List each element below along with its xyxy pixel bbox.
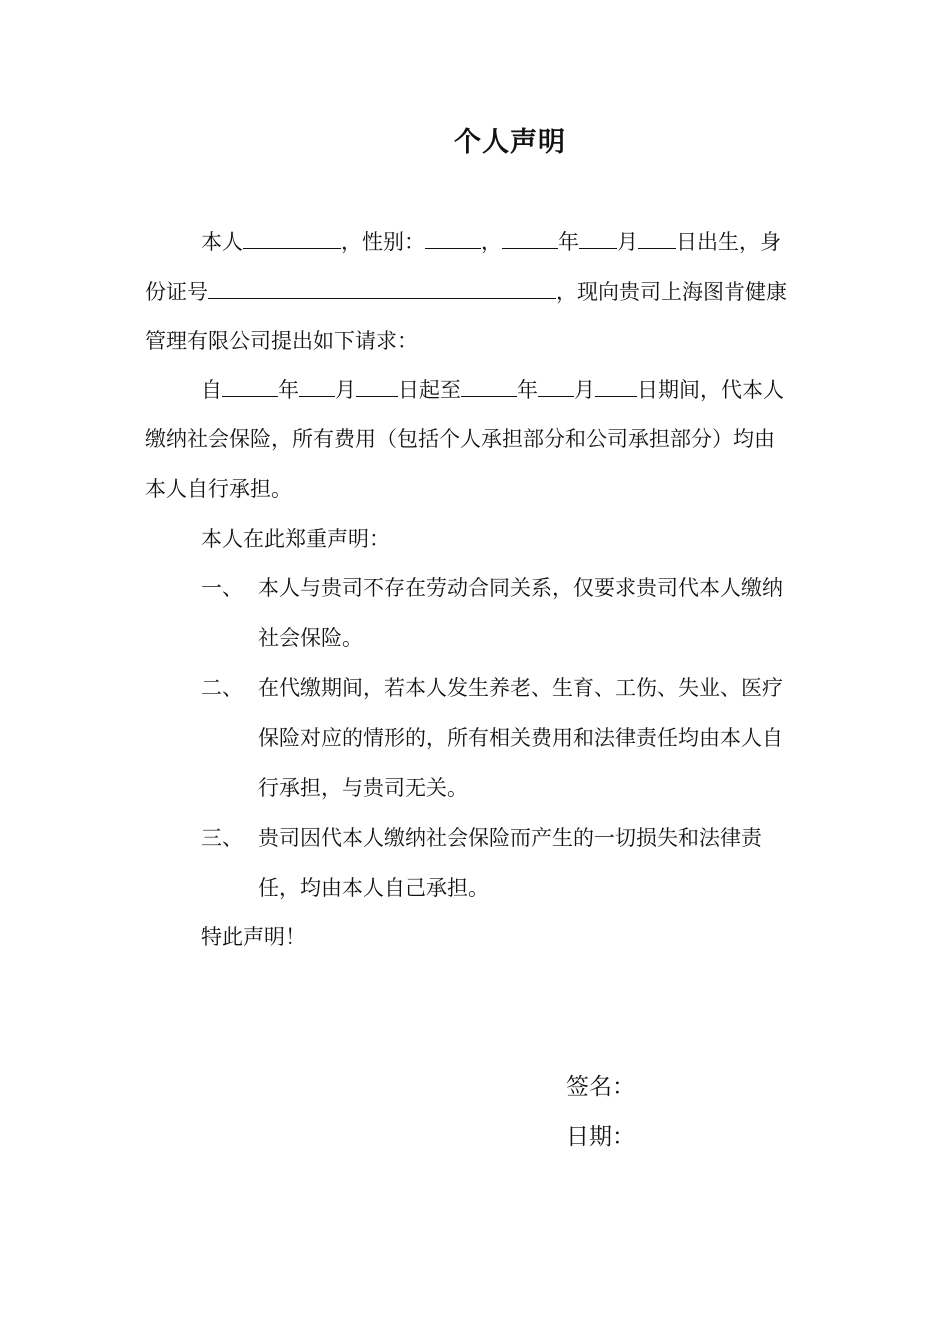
signature-label: 签名： [566, 1074, 635, 1100]
declaration-intro: 本人在此郑重声明： [201, 527, 390, 551]
text: ，现向贵司上海图肯健康 [556, 280, 787, 304]
item-1-line-2: 社会保险。 [258, 626, 363, 650]
birth-year-blank[interactable] [502, 226, 558, 249]
start-month-blank[interactable] [299, 374, 335, 397]
item-2-marker: 二、 [201, 676, 243, 700]
item-3-line-1: 贵司因代本人缴纳社会保险而产生的一切损失和法律责 [258, 826, 762, 850]
gender-blank[interactable] [425, 226, 481, 249]
text: ，性别： [341, 230, 425, 254]
closing-statement: 特此声明！ [201, 925, 306, 949]
end-year-blank[interactable] [461, 374, 517, 397]
birth-month-blank[interactable] [579, 226, 617, 249]
item-2-line-1: 在代缴期间，若本人发生养老、生育、工伤、失业、医疗 [258, 676, 783, 700]
item-1-marker: 一、 [201, 576, 243, 600]
date-label: 日期： [566, 1124, 635, 1150]
text: ， [481, 230, 502, 254]
paragraph-2-line-2: 缴纳社会保险，所有费用（包括个人承担部分和公司承担部分）均由 [145, 427, 775, 451]
end-day-blank[interactable] [595, 374, 637, 397]
document-title: 个人声明 [454, 127, 566, 158]
text: 日期间，代本人 [637, 378, 784, 402]
text: 月 [335, 378, 356, 402]
text: 年 [278, 378, 299, 402]
item-2-line-2: 保险对应的情形的，所有相关费用和法律责任均由本人自 [258, 726, 783, 750]
item-3-line-2: 任，均由本人自己承担。 [258, 876, 489, 900]
birth-day-blank[interactable] [638, 226, 676, 249]
text: 本人 [201, 230, 243, 254]
item-1-line-1: 本人与贵司不存在劳动合同关系，仅要求贵司代本人缴纳 [258, 576, 783, 600]
text: 月 [617, 230, 638, 254]
text: 自 [201, 378, 222, 402]
id-number-blank[interactable] [208, 276, 556, 299]
text: 月 [574, 378, 595, 402]
paragraph-2-line-3: 本人自行承担。 [145, 477, 292, 501]
text: 日出生，身 [676, 230, 781, 254]
end-month-blank[interactable] [538, 374, 574, 397]
start-year-blank[interactable] [222, 374, 278, 397]
text: 日起至 [398, 378, 461, 402]
text: 年 [517, 378, 538, 402]
item-2-line-3: 行承担，与贵司无关。 [258, 776, 468, 800]
text: 年 [558, 230, 579, 254]
paragraph-2-line-1 [201, 374, 784, 405]
start-day-blank[interactable] [356, 374, 398, 397]
text: 份证号 [145, 280, 208, 304]
item-3-marker: 三、 [201, 826, 243, 850]
paragraph-1-line-2 [145, 276, 787, 307]
name-blank[interactable] [243, 226, 341, 249]
paragraph-1-line-3: 管理有限公司提出如下请求： [145, 329, 418, 353]
paragraph-1-line-1 [201, 226, 781, 257]
